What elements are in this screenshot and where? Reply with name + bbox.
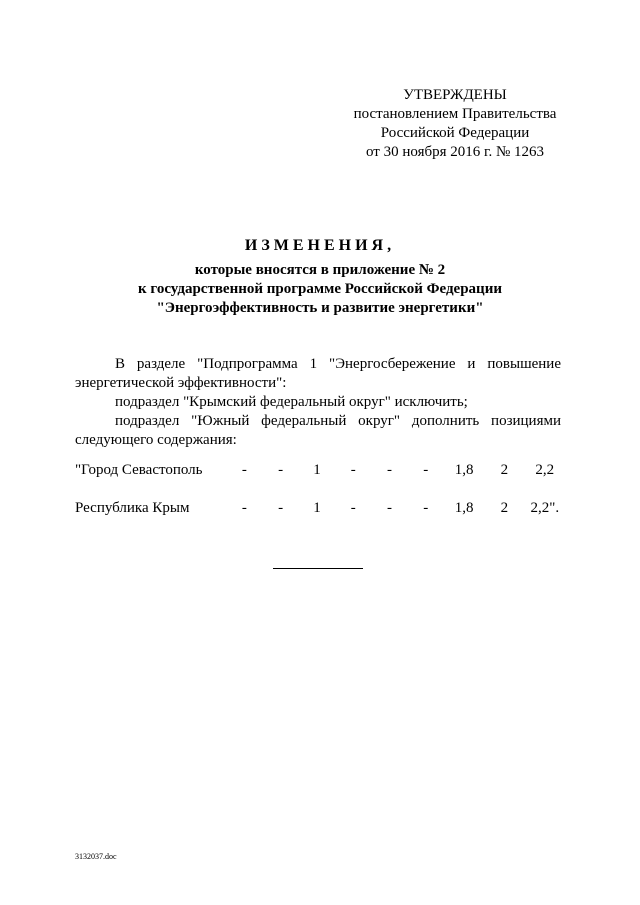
table-row (75, 462, 565, 500)
table-row (75, 500, 565, 538)
row-name: "Город Севастополь (75, 462, 203, 478)
positions-table (75, 462, 565, 538)
table-cell: 2,2 (535, 462, 555, 478)
table-cell: - (423, 500, 429, 516)
table-cell: 1,8 (454, 462, 474, 478)
row-name: Республика Крым (75, 500, 190, 516)
table-cell: - (278, 462, 284, 478)
end-divider (273, 568, 363, 569)
body-text (75, 355, 561, 450)
table-cell: 2 (500, 462, 509, 478)
title-heading: ИЗМЕНЕНИЯ, (244, 237, 396, 254)
document-title (60, 236, 580, 318)
paragraph-3-line-1: подраздел "Южный федеральный округ" дополнить позициями (115, 413, 561, 429)
paragraph-1-line-2: энергетической эффективности": (75, 375, 287, 391)
table-cell: - (387, 500, 392, 516)
title-line-2: к государственной программе Российской Федерации (138, 281, 502, 297)
table-cell: 1,8 (454, 500, 474, 516)
approval-line-decree: постановлением Правительства (353, 106, 557, 122)
table-cell: - (241, 500, 247, 516)
approval-stamp (330, 86, 580, 162)
paragraph-2: подраздел "Крымский федеральный округ" исключить; (115, 394, 468, 410)
table-cell: - (350, 462, 356, 478)
table-cell: - (350, 500, 356, 516)
title-line-1: которые вносятся в приложение № 2 (194, 262, 446, 278)
document-filename: 3132037.doc (75, 852, 117, 861)
table-cell: - (423, 462, 429, 478)
table-cell: - (278, 500, 284, 516)
table-cell: - (241, 462, 247, 478)
title-line-3: "Энергоэффективность и развитие энергетики" (156, 300, 484, 316)
approval-line-date-number: от 30 ноября 2016 г. № 1263 (365, 144, 545, 160)
table-cell: 2,2". (530, 500, 560, 516)
table-cell: 1 (313, 500, 321, 516)
paragraph-1-line-1: В разделе "Подпрограмма 1 "Энергосбережение и повышение (115, 356, 561, 372)
table-cell: - (387, 462, 392, 478)
paragraph-3-line-2: следующего содержания: (75, 432, 237, 448)
approval-line-approved: УТВЕРЖДЕНЫ (403, 87, 507, 103)
table-cell: 2 (500, 500, 509, 516)
table-cell: 1 (313, 462, 321, 478)
approval-line-federation: Российской Федерации (380, 125, 530, 141)
